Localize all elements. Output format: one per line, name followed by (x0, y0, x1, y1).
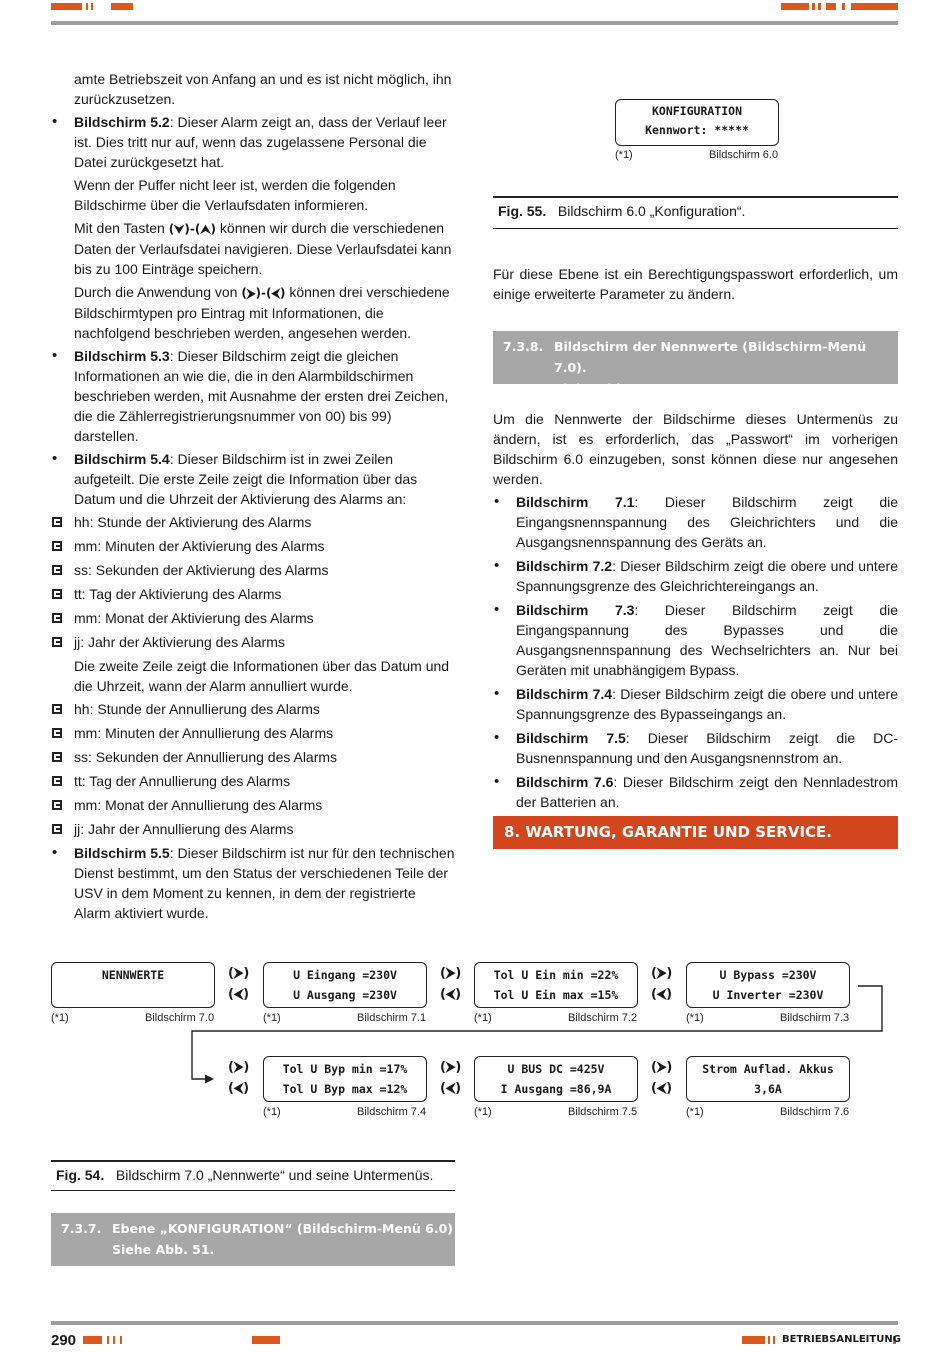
screen-note: (*1) (474, 1106, 492, 1118)
list-item: • Bildschirm 5.2: Dieser Alarm zeigt an, dass der Verlauf leer ist. Dies tritt nur auf, wenn das zugelassene Personal die Datei zurückgesetzt hat. (52, 113, 447, 170)
lcd-screen-6-0: KONFIGURATION Kennwort: ***** (615, 99, 779, 146)
list-item: • Bildschirm 5.3: Dieser Bildschirm zeigt die gleichen Informationen an wie die, die in den Alarmbildschirmen beschrieben werden, mit Ausnahme der ersten drei Zeichen, die die Zählerregistrierungsnummer von 00) bis 99) darstellen. (52, 347, 449, 444)
arrow-right-key-icon: (⮞) (228, 1060, 250, 1075)
chapter-heading-8: 8. WARTUNG, GARANTIE UND SERVICE. (493, 816, 898, 849)
arrow-left-key-icon: (⮜) (651, 1081, 673, 1096)
screen-label: Bildschirm 7.6 (780, 1106, 850, 1118)
screen-label: Bildschirm 7.5 (568, 1106, 638, 1118)
checkbox-list-item: mm: Minuten der Aktivierung des Alarms (51, 536, 455, 556)
screen-label: Bildschirm 7.1 (357, 1012, 427, 1024)
footer-title: BETRIEBSANLEITUNG (782, 1334, 901, 1345)
screen-label: Bildschirm 7.3 (780, 1012, 850, 1024)
paragraph: Um die Nennwerte der Bildschirme dieses Untermenüs zu ändern, ist es erforderlich, das „Passwort“ im vorherigen Bildschirm 6.0 einzugeben, sonst können diese nur angesehen werden. (493, 411, 898, 487)
paragraph: Mit den Tasten (⮟)-(⮝) können wir durch die verschiedenen Daten der Verlaufsdatei navigieren. Diese Verlaufsdatei kann bis zu 100 Einträge speichern. (74, 220, 452, 277)
checkbox-list-item: hh: Stunde der Annullierung des Alarms (51, 699, 455, 719)
checkbox-list-item: tt: Tag der Aktivierung des Alarms (51, 584, 455, 604)
lcd-screen-7-3: U Bypass =230V U Inverter =230V (686, 962, 850, 1008)
list-item: • Bildschirm 7.4: Dieser Bildschirm zeigt die obere und untere Spannungsgrenze des Bypasseingangs an. (494, 685, 898, 722)
screen-note: (*1) (686, 1012, 704, 1024)
section-heading-7-3-8: 7.3.8. Bildschirm der Nennwerte (Bildschirm-Menü 7.0). Siehe Abb. 50. (493, 331, 898, 384)
screen-note: (*1) (51, 1012, 69, 1024)
screen-label: Bildschirm 7.0 (145, 1012, 215, 1024)
figure-rule (51, 1190, 455, 1191)
lcd-screen-7-5: U BUS DC =425V I Ausgang =86,9A (474, 1056, 638, 1102)
key-symbols: (⮟)-(⮝) (168, 222, 217, 236)
list-item: • Bildschirm 7.2: Dieser Bildschirm zeigt die obere und untere Spannungsgrenze des Gleichrichtereingangs an. (494, 557, 898, 594)
paragraph: Wenn der Puffer nicht leer ist, werden die folgenden Bildschirme über die Verlaufsdaten informieren. (74, 177, 396, 213)
lcd-screen-7-2: Tol U Ein min =22% Tol U Ein max =15% (474, 962, 638, 1008)
figure-rule (51, 1160, 455, 1162)
arrow-right-key-icon: (⮞) (440, 966, 462, 981)
screen-note: (*1) (263, 1012, 281, 1024)
checkbox-list-item: ss: Sekunden der Annullierung des Alarms (51, 747, 455, 767)
bullet-label: Bildschirm 5.2 (74, 114, 170, 130)
screen-note: (*1) (474, 1012, 492, 1024)
lcd-screen-7-0: NENNWERTE (51, 962, 215, 1008)
checkbox-list-item: ss: Sekunden der Aktivierung des Alarms (51, 560, 455, 580)
arrow-left-key-icon: (⮜) (440, 987, 462, 1002)
arrow-right-key-icon: (⮞) (651, 966, 673, 981)
screen-label: Bildschirm 7.2 (568, 1012, 638, 1024)
figure-caption-54: Fig. 54. Bildschirm 7.0 „Nennwerte“ und seine Untermenüs. (56, 1167, 434, 1183)
checkbox-list-item: mm: Monat der Annullierung des Alarms (51, 795, 455, 815)
lcd-screen-7-4: Tol U Byp min =17% Tol U Byp max =12% (263, 1056, 427, 1102)
screen-label: Bildschirm 6.0 (709, 149, 779, 161)
page-number: 290 (51, 1332, 77, 1349)
checkbox-list-item: hh: Stunde der Aktivierung des Alarms (51, 512, 455, 532)
screen-note: (*1) (615, 149, 633, 161)
bullet-text: : Dieser Alarm zeigt an, dass der Verlauf leer ist. Dies tritt nur auf, wenn das zugelassene Personal die Datei zurückgesetzt hat. (74, 114, 447, 170)
screen-note: (*1) (263, 1106, 281, 1118)
screen-note: (*1) (686, 1106, 704, 1118)
key-symbols: (⮞)-(⮜) (241, 286, 286, 300)
paragraph: Durch die Anwendung von (⮞)-(⮜) können drei verschiedene Bildschirmtypen pro Eintrag mit Informationen, die nachfolgend beschrieben werden, angesehen werden. (74, 284, 450, 341)
footer-rule (51, 1321, 898, 1325)
arrow-right-key-icon: (⮞) (651, 1060, 673, 1075)
list-item: • Bildschirm 7.3: Dieser Bildschirm zeigt die Eingangspannung des Bypasses und die Ausgangsnennspannung des Wechselrichters an. Nur bei Geräten mit unabhängigem Bypass. (494, 601, 898, 678)
screen-label: Bildschirm 7.4 (357, 1106, 427, 1118)
paragraph: amte Betriebszeit von Anfang an und es ist nicht möglich, ihn zurückzusetzen. (74, 71, 452, 107)
list-item: • Bildschirm 7.5: Dieser Bildschirm zeigt die DC-Busnennspannung und den Ausgangsnennstrom an. (494, 729, 899, 766)
paragraph: Die zweite Zeile zeigt die Informationen über das Datum und die Uhrzeit, wann der Alarm annulliert wurde. (74, 658, 450, 694)
arrow-left-key-icon: (⮜) (440, 1081, 462, 1096)
section-heading-7-3-7: 7.3.7. Ebene „KONFIGURATION“ (Bildschirm-Menü 6.0) Siehe Abb. 51. (51, 1213, 455, 1266)
checkbox-list-item: tt: Tag der Annullierung des Alarms (51, 771, 455, 791)
list-item: • Bildschirm 5.4: Dieser Bildschirm ist in zwei Zeilen aufgeteilt. Die erste Zeile zeigt die Information über das Datum und die Uhrzeit der Aktivierung des Alarms an: (52, 450, 418, 507)
checkbox-list-item: mm: Minuten der Annullierung des Alarms (51, 723, 455, 743)
arrow-left-key-icon: (⮜) (228, 987, 250, 1002)
list-item: • Bildschirm 7.6: Dieser Bildschirm zeigt den Nennladestrom der Batterien an. (494, 773, 899, 810)
checkbox-list-item: jj: Jahr der Annullierung des Alarms (51, 819, 455, 839)
paragraph: Für diese Ebene ist ein Berechtigungspasswort erforderlich, um einige erweiterte Parameter zu ändern. (493, 266, 898, 302)
figure-caption-55: Fig. 55. Bildschirm 6.0 „Konfiguration“. (498, 203, 746, 219)
checkbox-list-item: mm: Monat der Aktivierung des Alarms (51, 608, 455, 628)
list-item: • Bildschirm 5.5: Dieser Bildschirm ist nur für den technischen Dienst bestimmt, um den Status der verschiedenen Teile der USV in dem Moment zu kennen, in dem der registrierte Alarm aktiviert wurde. (52, 844, 455, 921)
arrow-right-key-icon: (⮞) (440, 1060, 462, 1075)
lcd-screen-7-1: U Eingang =230V U Ausgang =230V (263, 962, 427, 1008)
arrow-left-key-icon: (⮜) (228, 1081, 250, 1096)
arrow-right-key-icon: (⮞) (228, 966, 250, 981)
list-item: • Bildschirm 7.1: Dieser Bildschirm zeigt die Eingangsnennspannung des Gleichrichters und die Ausgangsnennspannung des Geräts an. (494, 493, 898, 550)
arrow-left-key-icon: (⮜) (651, 987, 673, 1002)
checkbox-list-item: jj: Jahr der Aktivierung des Alarms (51, 632, 455, 652)
lcd-screen-7-6: Strom Auflad. Akkus 3,6A (686, 1056, 850, 1102)
